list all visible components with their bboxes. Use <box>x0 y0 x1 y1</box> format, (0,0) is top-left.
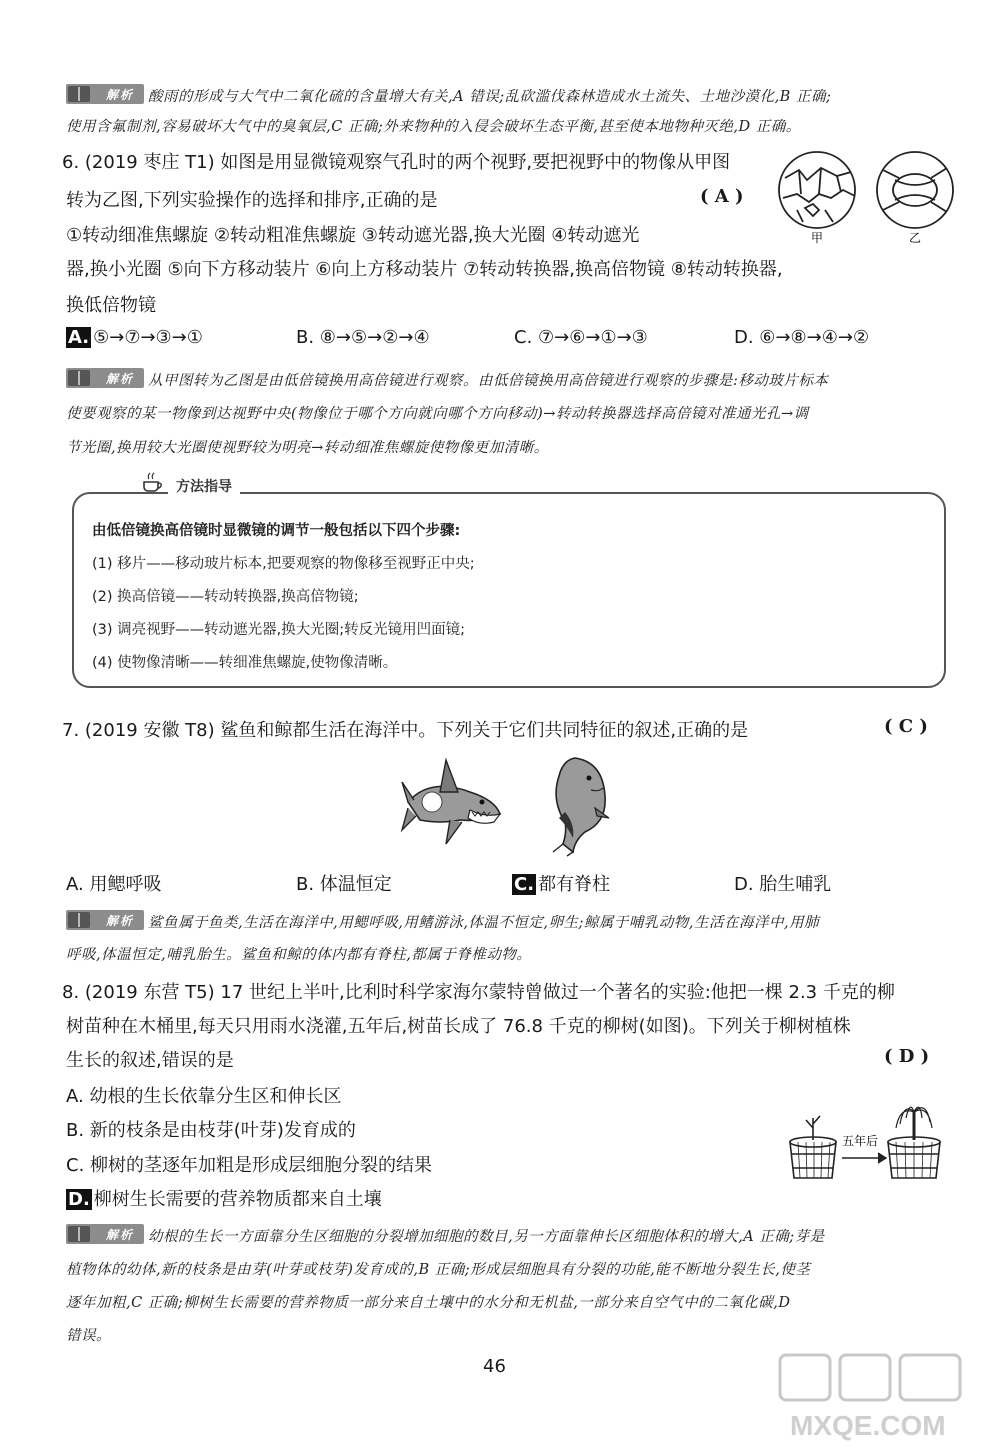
q7-answer: ( C ) <box>884 716 928 737</box>
q5-explanation-line: 解析 酸雨的形成与大气中二氧化硫的含量增大有关,A 错误;乱砍滥伐森林造成水土流失、土地沙漠化,B 正确; <box>66 84 831 106</box>
method-step: (3) 调亮视野——转动遮光器,换大光圈;转反光镜用凹面镜; <box>92 622 466 638</box>
explanation-badge: 解析 <box>66 84 144 104</box>
correct-answer-mark: A. <box>68 327 90 348</box>
q8-option-d: D. 柳树生长需要的营养物质都来自土壤 <box>68 1189 382 1210</box>
tea-cup-icon <box>140 470 164 494</box>
book-icon <box>68 1226 90 1242</box>
q7-explanation-line: 解析 鲨鱼属于鱼类,生活在海洋中,用鳃呼吸,用鳍游泳,体温不恒定,卵生;鲸属于哺乳动物,生活在海洋中,用肺 <box>66 910 819 932</box>
correct-answer-mark: C. <box>514 874 535 895</box>
explanation-badge: 解析 <box>66 1224 144 1244</box>
q7-option-b: B. 体温恒定 <box>296 874 392 895</box>
q6-option-c: C. ⑦→⑥→①→③ <box>514 327 648 348</box>
q8-explanation-line: 错误。 <box>66 1328 111 1344</box>
q6-stem: ①转动细准焦螺旋 ②转动粗准焦螺旋 ③转动遮光器,换大光圈 ④转动遮光 <box>66 225 640 246</box>
q6-option-d: D. ⑥→⑧→④→② <box>734 327 870 348</box>
whale-illustration <box>545 752 615 857</box>
book-icon <box>68 912 90 928</box>
q6-stem: 6. (2019 枣庄 T1) 如图是用显微镜观察气孔时的两个视野,要把视野中的物像从甲图 <box>62 152 731 173</box>
q6-explanation-line: 解析 从甲图转为乙图是由低倍镜换用高倍镜进行观察。由低倍镜换用高倍镜进行观察的步骤是:移动玻片标本 <box>66 368 828 390</box>
q6-stem: 器,换小光圈 ⑤向下方移动装片 ⑥向上方移动装片 ⑦转动转换器,换高倍物镜 ⑧转动转换器, <box>66 259 783 280</box>
q5-explanation-line: 使用含氟制剂,容易破坏大气中的臭氧层,C 正确;外来物种的入侵会破坏生态平衡,甚至使本地物种灭绝,D 正确。 <box>66 119 801 135</box>
q6-option-b: B. ⑧→⑤→②→④ <box>296 327 430 348</box>
q7-option-a: A. 用鳃呼吸 <box>66 874 162 895</box>
microscope-fields-figure <box>775 150 960 245</box>
q8-option-b: B. 新的枝条是由枝芽(叶芽)发育成的 <box>66 1120 356 1141</box>
method-step: (4) 使物像清晰——转细准焦螺旋,使物像清晰。 <box>92 655 398 671</box>
fig-label-yi: 乙 <box>909 231 922 245</box>
shark-illustration <box>400 752 510 857</box>
method-step: (1) 移片——移动玻片标本,把要观察的物像移至视野正中央; <box>92 556 475 572</box>
q6-explanation-line: 节光圈,换用较大光圈使视野较为明亮→转动细准焦螺旋使物像更加清晰。 <box>66 440 549 456</box>
q7-option-d: D. 胎生哺乳 <box>734 874 832 895</box>
q8-stem: 树苗种在木桶里,每天只用雨水浇灌,五年后,树苗长成了 76.8 千克的柳树(如图)。下列关于柳树植株 <box>66 1016 851 1037</box>
q8-explanation-line: 逐年加粗,C 正确;柳树生长需要的营养物质一部分来自土壤中的水分和无机盐,一部分来自空气中的二氧化碳,D <box>66 1295 791 1311</box>
field-jia <box>779 152 855 228</box>
q8-explanation-line: 植物体的幼体,新的枝条是由芽(叶芽或枝芽)发育成的,B 正确;形成层细胞具有分裂的功能,能不断地分裂生长,使茎 <box>66 1262 811 1278</box>
q6-explanation-line: 使要观察的某一物像到达视野中央(物像位于哪个方向就向哪个方向移动)→转动转换器选择高倍镜对准通光孔→调 <box>66 406 809 422</box>
correct-answer-mark: D. <box>68 1189 90 1210</box>
svg-text:MXQE.COM: MXQE.COM <box>790 1410 946 1441</box>
field-yi <box>877 152 953 228</box>
q8-stem: 8. (2019 东营 T5) 17 世纪上半叶,比利时科学家海尔蒙特曾做过一个著名的实验:他把一棵 2.3 千克的柳 <box>62 982 895 1003</box>
willow-experiment-figure <box>780 1098 945 1183</box>
arrow <box>842 1153 886 1163</box>
q7-option-c: C. 都有脊柱 <box>514 874 611 895</box>
page-number: 46 <box>483 1356 506 1377</box>
q8-option-a: A. 幼根的生长依靠分生区和伸长区 <box>66 1086 342 1107</box>
book-icon <box>68 370 90 386</box>
q6-option-a: A. ⑤→⑦→③→① <box>68 327 203 348</box>
method-title: 方法指导 <box>168 476 240 496</box>
small-bucket <box>790 1116 836 1178</box>
book-icon <box>68 86 90 102</box>
q7-stem: 7. (2019 安徽 T8) 鲨鱼和鲸都生活在海洋中。下列关于它们共同特征的叙述,正确的是 <box>62 720 749 741</box>
explanation-badge: 解析 <box>66 368 144 388</box>
five-years-label: 五年后 <box>842 1134 879 1148</box>
method-intro: 由低倍镜换高倍镜时显微镜的调节一般包括以下四个步骤: <box>92 523 461 539</box>
large-bucket <box>888 1107 940 1178</box>
q8-explanation-line: 解析 幼根的生长一方面靠分生区细胞的分裂增加细胞的数目,另一方面靠伸长区细胞体积的增大,A 正确;芽是 <box>66 1224 825 1246</box>
q8-stem: 生长的叙述,错误的是 <box>66 1050 234 1071</box>
explanation-badge: 解析 <box>66 910 144 930</box>
method-step: (2) 换高倍镜——转动转换器,换高倍物镜; <box>92 589 359 605</box>
q6-stem: 换低倍物镜 <box>66 295 156 316</box>
q7-explanation-line: 呼吸,体温恒定,哺乳胎生。鲨鱼和鲸的体内都有脊柱,都属于脊椎动物。 <box>66 947 532 963</box>
q8-option-c: C. 柳树的茎逐年加粗是形成层细胞分裂的结果 <box>66 1155 433 1176</box>
q6-answer: ( A ) <box>700 186 744 207</box>
q6-stem: 转为乙图,下列实验操作的选择和排序,正确的是 <box>66 190 438 211</box>
q8-answer: ( D ) <box>884 1046 930 1067</box>
fig-label-jia: 甲 <box>811 231 824 245</box>
watermark-logo <box>770 1345 980 1445</box>
